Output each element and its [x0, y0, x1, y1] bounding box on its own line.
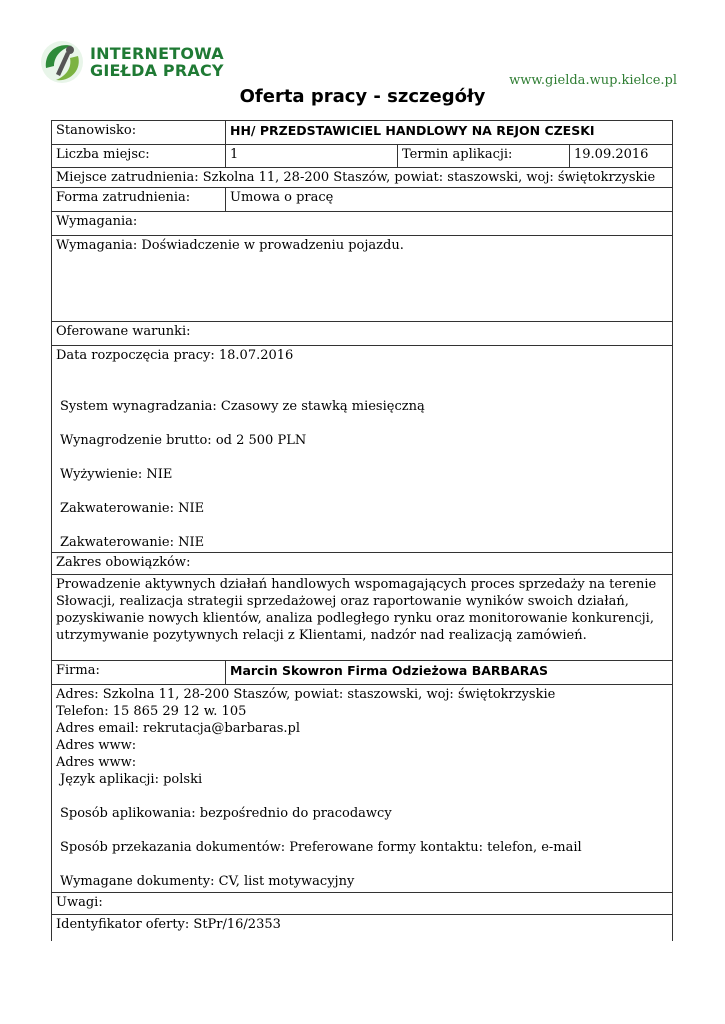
language: Język aplikacji: polski: [60, 772, 203, 787]
required-docs: Wymagane dokumenty: CV, list motywacyjny: [60, 874, 355, 889]
offer-table: [51, 120, 673, 941]
logo-text: [90, 45, 224, 79]
seats-label: Liczba miejsc:: [52, 145, 226, 168]
company-label: Firma:: [52, 661, 226, 685]
lodging-1: Zakwaterowanie: NIE: [60, 501, 205, 516]
workplace: Miejsce zatrudnienia: Szkolna 11, 28-200 Staszów, powiat: staszowski, woj: świętokrzyskie: [52, 168, 673, 188]
remarks-label: Uwagi:: [52, 893, 673, 915]
gross-pay: Wynagrodzenie brutto: od 2 500 PLN: [60, 433, 307, 448]
company-value: Marcin Skowron Firma Odzieżowa BARBARAS: [226, 661, 673, 685]
page-title: Oferta pracy - szczegóły: [239, 86, 486, 107]
form-label: Forma zatrudnienia:: [52, 188, 226, 212]
duties-label: Zakres obowiązków:: [52, 553, 673, 575]
www-1: Adres www:: [56, 738, 137, 753]
requirements-label: Wymagania:: [52, 212, 673, 236]
company-details: [52, 685, 673, 893]
requirements-text: Wymagania: Doświadczenie w prowadzeniu pojazdu.: [52, 236, 673, 322]
deadline-value: 19.09.2016: [570, 145, 673, 168]
seats-value: 1: [226, 145, 398, 168]
docs-method: Sposób przekazania dokumentów: Preferowane formy kontaktu: telefon, e-mail: [60, 840, 582, 855]
conditions-text: [52, 346, 673, 553]
form-value: Umowa o pracę: [226, 188, 673, 212]
deadline-label: Termin aplikacji:: [398, 145, 570, 168]
pay-system: System wynagradzania: Czasowy ze stawką miesięczną: [60, 399, 425, 414]
offer-id: Identyfikator oferty: StPr/16/2353: [52, 915, 673, 941]
position-label: Stanowisko:: [52, 121, 226, 145]
www-2: Adres www:: [56, 755, 137, 770]
address: Adres: Szkolna 11, 28-200 Staszów, powiat: staszowski, woj: świętokrzyskie: [56, 687, 556, 702]
apply-method: Sposób aplikowania: bezpośrednio do pracodawcy: [60, 806, 392, 821]
logo-line1: INTERNETOWA: [90, 44, 224, 63]
phone: Telefon: 15 865 29 12 w. 105: [56, 704, 247, 719]
position-value: HH/ PRZEDSTAWICIEL HANDLOWY NA REJON CZESKI: [226, 121, 673, 145]
conditions-label: Oferowane warunki:: [52, 322, 673, 346]
email: Adres email: rekrutacja@barbaras.pl: [56, 721, 301, 736]
start-date: Data rozpoczęcia pracy: 18.07.2016: [56, 348, 294, 363]
logo-line2: GIEŁDA PRACY: [90, 61, 224, 80]
lodging-2: Zakwaterowanie: NIE: [60, 535, 205, 550]
duties-text: Prowadzenie aktywnych działań handlowych wspomagających proces sprzedaży na terenie Słowacji, realizacja strategii sprzedażowej oraz raportowanie wyników swoich działań, pozyskiwanie nowych klientów, analiza podległego rynku oraz monitorowanie konkurencji, utrzymywanie pozytywnych relacji z Klientami, nadzór nad realizacją zamówień.: [52, 575, 673, 661]
meals: Wyżywienie: NIE: [60, 467, 173, 482]
site-url[interactable]: www.gielda.wup.kielce.pl: [509, 73, 677, 88]
